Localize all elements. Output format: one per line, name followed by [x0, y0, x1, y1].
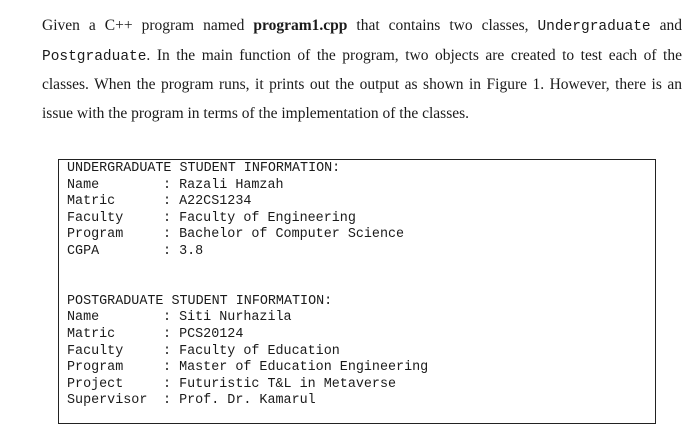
ug-row-matric: [67, 194, 655, 211]
ug-row-name: [67, 178, 655, 195]
undergraduate-header: UNDERGRADUATE STUDENT INFORMATION:: [67, 161, 341, 176]
pg-label-supervisor: Supervisor: [67, 393, 148, 409]
pg-value-faculty: : Faculty of Education: [163, 343, 340, 359]
pg-row-project: [67, 377, 655, 394]
pg-row-name: [67, 310, 655, 327]
pg-label-name: Name: [67, 310, 100, 326]
ug-value-faculty: : Faculty of Engineering: [163, 210, 356, 226]
program-output-box: [58, 159, 656, 424]
pg-value-project: : Futuristic T&L in Metaverse: [163, 376, 397, 392]
ug-row-program: [67, 227, 655, 244]
pg-row-faculty: [67, 344, 655, 361]
postgraduate-info: [67, 310, 655, 410]
class-name-postgraduate: Postgraduate: [42, 48, 147, 65]
pg-label-faculty: Faculty: [67, 343, 124, 359]
pg-row-matric: [67, 327, 655, 344]
pg-label-program: Program: [67, 360, 124, 376]
ug-label-program: Program: [67, 227, 124, 243]
pg-value-matric: : PCS20124: [163, 326, 244, 342]
blank-line: [67, 277, 655, 294]
class-name-undergraduate: Undergraduate: [537, 19, 651, 35]
postgraduate-header: POSTGRADUATE STUDENT INFORMATION:: [67, 293, 333, 309]
question-text-3: and: [650, 17, 682, 34]
question-text-4: . In the main function of the program, two objects are created to test each of the classes. When the program runs, it prints out the output as shown in Figure 1. However, there is an issue with the program in terms of the implementation of the classes.: [42, 46, 682, 122]
ug-label-cgpa: CGPA: [67, 243, 100, 259]
ug-value-matric: : A22CS1234: [163, 194, 252, 210]
pg-value-program: : Master of Education Engineering: [163, 360, 429, 376]
ug-value-program: : Bachelor of Computer Science: [163, 227, 405, 243]
question-paragraph: [42, 12, 682, 128]
question-text-1: Given a C++ program named: [42, 17, 254, 34]
pg-value-name: : Siti Nurhazila: [163, 310, 292, 326]
undergraduate-info: [67, 178, 655, 261]
ug-label-matric: Matric: [67, 194, 116, 210]
ug-row-cgpa: [67, 244, 655, 261]
question-text-2: that contains two classes,: [347, 17, 538, 34]
ug-label-faculty: Faculty: [67, 210, 124, 226]
pg-row-supervisor: [67, 393, 655, 410]
ug-value-cgpa: : 3.8: [163, 243, 204, 259]
ug-label-name: Name: [67, 177, 100, 193]
pg-row-program: [67, 360, 655, 377]
ug-value-name: : Razali Hamzah: [163, 177, 284, 193]
blank-line: [67, 261, 655, 278]
pg-label-project: Project: [67, 376, 124, 392]
pg-label-matric: Matric: [67, 326, 116, 342]
ug-row-faculty: [67, 211, 655, 228]
program-filename: program1.cpp: [253, 17, 348, 34]
pg-value-supervisor: : Prof. Dr. Kamarul: [163, 393, 316, 409]
